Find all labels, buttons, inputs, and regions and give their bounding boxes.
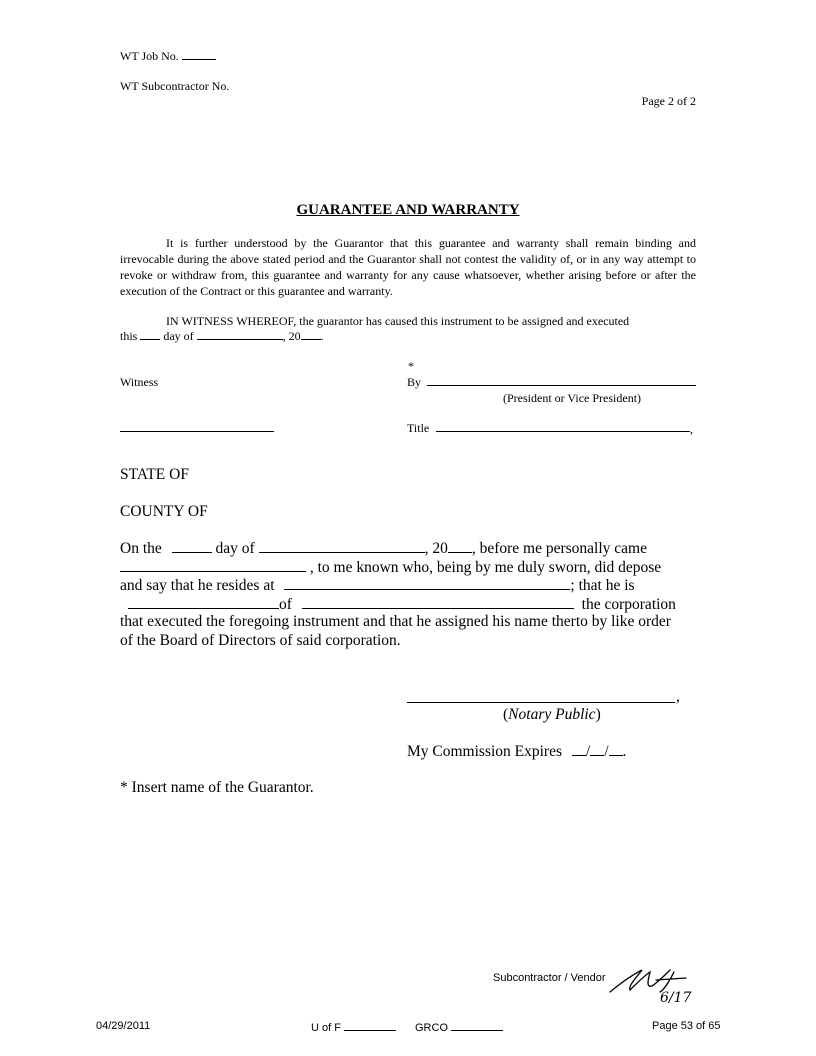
witness-signature-line[interactable] — [120, 431, 274, 432]
title-line[interactable] — [436, 431, 690, 432]
notary-line-2: , to me known who, being by me duly sworn, did depose — [120, 558, 661, 577]
notary-day-blank[interactable] — [172, 539, 212, 553]
residence-blank[interactable] — [284, 576, 570, 590]
vendor-label: Subcontractor / Vendor — [493, 972, 606, 984]
document-title: GUARANTEE AND WARRANTY — [296, 202, 520, 218]
notary-line-3: and say that he resides at ; that he is — [120, 577, 635, 594]
witness-whereof-text: IN WITNESS WHEREOF, the guarantor has caused this instrument to be assigned and executed — [166, 314, 630, 328]
commission-year-blank[interactable] — [609, 742, 623, 756]
title-comma: , — [690, 422, 693, 436]
state-of-label: STATE OF — [120, 466, 189, 483]
job-no-blank[interactable] — [182, 48, 216, 60]
footer-page-number: Page 53 of 65 — [652, 1020, 721, 1032]
officer-title-blank[interactable] — [128, 595, 279, 609]
notary-month-blank[interactable] — [259, 539, 425, 553]
notary-line-6: of the Board of Directors of said corporation. — [120, 632, 401, 649]
u-of-f-field: U of F — [311, 1020, 396, 1034]
county-of-label: COUNTY OF — [120, 503, 208, 520]
guarantor-asterisk: * — [408, 359, 414, 373]
subcontractor-no-label: WT Subcontractor No. — [120, 79, 230, 93]
u-of-f-blank[interactable] — [344, 1020, 396, 1031]
vendor-initials-signature — [590, 960, 700, 1006]
title-label: Title — [407, 421, 430, 435]
notary-comma: , — [676, 688, 680, 705]
witness-label: Witness — [120, 375, 159, 389]
commission-day-blank[interactable] — [590, 742, 604, 756]
notary-line-5: that executed the foregoing instrument and that he assigned his name therto by like order — [120, 613, 671, 630]
year-blank[interactable] — [301, 328, 321, 340]
footer-date: 04/29/2011 — [96, 1020, 151, 1032]
guarantor-footnote: * Insert name of the Guarantor. — [120, 779, 314, 796]
notary-public-caption: (Notary Public) — [503, 706, 601, 723]
notary-line-4: of the corporation — [120, 595, 676, 614]
guarantee-paragraph: It is further understood by the Guarantor that this guarantee and warranty shall remain binding and irrevocable during the above stated period and the Guarantor shall not contest the validity of, or in any way attempt to revoke or withdraw from, this guarantee and warranty for any cause whatsoever, whether arising before or after the execution of the Contract or this guarantee and warranty. — [120, 236, 696, 298]
commission-expires-line: My Commission Expires / / . — [407, 743, 627, 760]
execution-date-line: this day of , 20 . — [120, 329, 324, 343]
notary-line-1: On the day of , 20 , before me personally came — [120, 540, 647, 557]
month-blank[interactable] — [197, 328, 283, 340]
notary-year-blank[interactable] — [448, 539, 472, 553]
day-blank[interactable] — [140, 328, 160, 340]
president-caption: (President or Vice President) — [503, 391, 642, 405]
corporation-name-blank[interactable] — [302, 595, 574, 609]
job-no-label: WT Job No. — [120, 48, 216, 64]
grco-blank[interactable] — [451, 1020, 503, 1031]
grco-field: GRCO — [415, 1020, 503, 1034]
notary-signature-line[interactable] — [407, 702, 675, 703]
by-label: By — [407, 375, 422, 389]
page-indicator: Page 2 of 2 — [641, 94, 696, 108]
person-name-blank[interactable] — [120, 558, 306, 572]
initials-date-text: 6/17 — [660, 990, 692, 1006]
commission-month-blank[interactable] — [572, 742, 586, 756]
by-signature-line[interactable] — [427, 385, 696, 386]
